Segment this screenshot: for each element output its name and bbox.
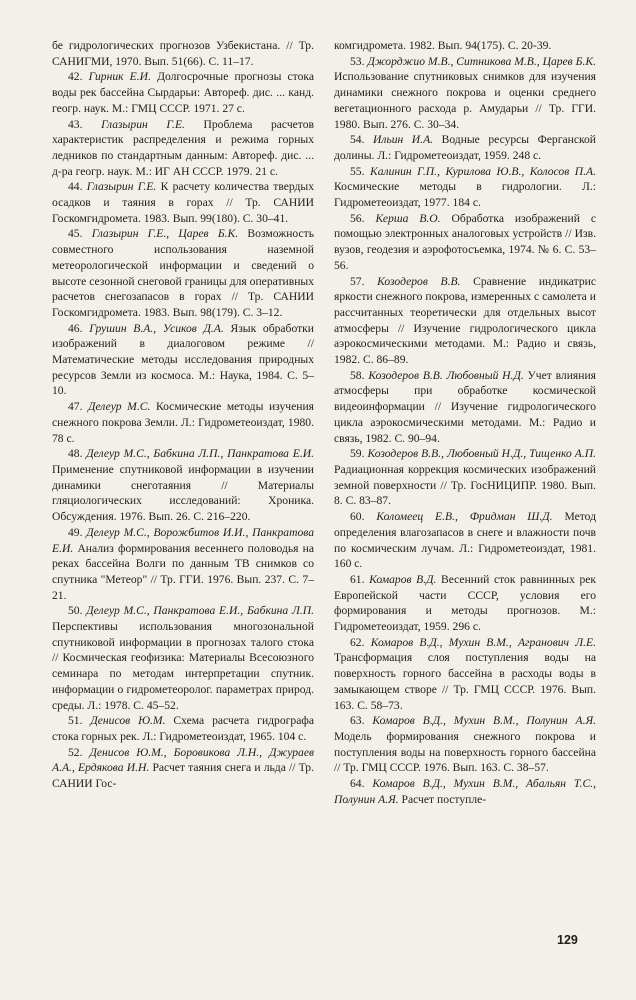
reference-text: Проблема расчетов характеристик распределения и режима горных ледников по стандартным данным: Автореф. дис. ... д-ра геогр. наук. М.: ИГ АН СССР. 1979. 21 с. <box>52 117 314 178</box>
reference-entry <box>334 211 596 274</box>
reference-number: 45. <box>68 227 83 241</box>
reference-number: 44. <box>68 180 83 194</box>
reference-entry <box>334 132 596 163</box>
page-number: 129 <box>557 933 578 947</box>
reference-text: Весенний сток равнинных рек Европейской части СССР, условия его формирования и методы прогнозов. М.: Гидрометеоиздат, 1959. 296 с. <box>334 572 597 634</box>
reference-entry <box>52 69 314 116</box>
reference-entry <box>52 38 314 69</box>
reference-authors: Глазырин Г.Е., Царев Б.К. <box>91 227 239 241</box>
reference-text: Учет влияния атмосферы при обработке космической видеоинформации // Изучение гидрологического цикла аэрокосмическими методами. М.: Радио и связь, 1982. С. 90–94. <box>334 368 596 445</box>
reference-entry <box>52 399 314 446</box>
reference-authors: Комаров В.Д., Мухин В.М., Агранович Л.Е. <box>370 635 596 649</box>
reference-number: 58. <box>350 368 365 382</box>
reference-authors: Комаров В.Д. <box>369 572 437 586</box>
reference-authors: Калинин Г.П., Курилова Ю.В., Колосов П.А. <box>370 164 596 178</box>
reference-text: Анализ формирования весеннего половодья на реках бассейна Волги по данным ТВ снимков со спутника "Метеор" // Тр. ГГИ. 1976. Вып. 237. С. 7–21. <box>52 541 314 602</box>
reference-text: Расчет таяния снега и льда // Тр. САНИИ Гос- <box>52 761 314 791</box>
reference-number: 43. <box>68 117 83 131</box>
reference-text: К расчету количества твердых осадков и таяния в горах // Тр. САНИИ Госкомгидромета. 1983. Вып. 99(180). С. 30–41. <box>52 180 315 225</box>
reference-text: Долгосрочные прогнозы стока воды рек бассейна Сырдарьи: Автореф. дис. ... канд. геогр. наук. М.: ГМЦ СССР. 1971. 27 с. <box>52 70 314 115</box>
reference-number: 50. <box>68 604 83 618</box>
reference-entry <box>52 446 314 525</box>
reference-entry <box>52 745 314 792</box>
reference-number: 53. <box>350 54 365 68</box>
left-column <box>52 38 314 792</box>
reference-number: 62. <box>350 635 365 649</box>
reference-entry <box>334 368 596 447</box>
reference-text: Космические методы изучения снежного покрова Земли. Л.: Гидрометеоиздат, 1980. 78 с. <box>52 400 314 445</box>
reference-number: 55. <box>350 164 365 178</box>
reference-entry <box>52 525 314 604</box>
reference-authors: Коломеец Е.В., Фридман Ш.Д. <box>376 510 553 524</box>
reference-text: Сравнение индикатрис яркости снежного покрова, измеренных с самолета и рассчитанных теоретически для отдельных высот атмосферы // Изучение гидрологического цикла аэрокосмическими методами. М.: Радио и связь, 1982. С. 86–89. <box>334 274 596 367</box>
reference-entry <box>52 713 314 744</box>
reference-authors: Делеур М.С., Бабкина Л.П., Панкратова Е.И. <box>86 447 314 461</box>
reference-authors: Козодеров В.В. <box>377 274 461 288</box>
reference-number: 60. <box>350 510 365 524</box>
reference-text: Перспективы использования многозональной спутниковой информации в прогнозах талого стока // Космическая геофизика: Материалы Всесоюзного семинара по методам интерпретации спутник. информации о гидрометеоролог. параметрах природ. среды. Л.: 1978. С. 45–52. <box>52 620 314 712</box>
reference-authors: Денисов Ю.М., Боровикова Л.Н., Джураев А.А., Ердякова И.Н. <box>52 745 314 775</box>
reference-authors: Комаров В.Д., Мухин В.М., Абальян Т.С., Полунин А.Я. <box>334 777 596 806</box>
reference-authors: Козодеров В.В. Любовный Н.Д. <box>368 368 524 382</box>
reference-text: Трансформация слоя поступления воды на поверхность горного бассейна в расходы воды в замыкающем створе // Тр. ГМЦ СССР. 1976. Вып. 163. С. 58–73. <box>334 651 596 712</box>
reference-entry <box>52 603 314 713</box>
reference-entry <box>52 321 314 400</box>
reference-number: 51. <box>68 714 83 728</box>
reference-text: Возможность совместного использования наземной метеорологической информации и сведений о высоте сезонной снеговой границы для оперативных расчетов снегозапасов в горах // Тр. САНИИ Госкомгидромета. 1983. Вып. 98(179). С. 3–12. <box>52 227 314 319</box>
reference-authors: Делеур М.С., Ворожбитов И.И., Панкратова Е.И. <box>52 525 314 555</box>
reference-authors: Козодеров В.В., Любовный Н.Д., Тищенко А.П. <box>367 447 596 461</box>
reference-number: 49. <box>68 525 83 539</box>
reference-entry <box>334 274 596 368</box>
reference-entry <box>334 509 596 572</box>
reference-number: 47. <box>68 400 83 414</box>
reference-text: Космические методы в гидрологии. Л.: Гидрометеоиздат, 1977. 184 с. <box>334 180 596 210</box>
reference-text: Модель формирования снежного покрова и поступления воды на поверхность горного бассейна // Тр. ГМЦ СССР. 1976. Вып. 163. С. 38–57. <box>334 729 596 775</box>
reference-text: Обработка изображений с помощью электронных аналоговых устройств // Изв. вузов, геодезия и аэрофотосъемка, 1974. № 6. С. 53–56. <box>334 211 596 272</box>
reference-entry <box>334 446 596 509</box>
reference-authors: Делеур М.С., Панкратова Е.И., Бабкина Л.П. <box>86 604 314 618</box>
reference-number: 52. <box>68 745 83 759</box>
reference-entry <box>52 117 314 180</box>
reference-authors: Ильин И.А. <box>373 133 434 147</box>
reference-authors: Джорджио М.В., Ситникова М.В., Царев Б.К. <box>367 54 596 68</box>
reference-authors: Гирник Е.И. <box>88 70 151 84</box>
reference-text: Расчет поступле- <box>401 792 487 806</box>
reference-entry <box>334 713 596 776</box>
reference-authors: Денисов Ю.М. <box>90 714 166 728</box>
reference-entry <box>334 776 596 807</box>
reference-entry <box>334 635 596 714</box>
right-column <box>334 38 596 807</box>
reference-number: 46. <box>68 321 83 335</box>
reference-entry <box>334 572 596 635</box>
reference-entry <box>334 38 596 54</box>
reference-number: 56. <box>350 211 365 225</box>
reference-authors: Делеур М.С. <box>88 400 151 414</box>
reference-entry <box>334 164 596 211</box>
reference-text: бе гидрологических прогнозов Узбекистана. // Тр. САНИГМИ, 1970. Вып. 51(66). С. 11–17. <box>52 39 314 68</box>
reference-text: Язык обработки изображений в диалоговом режиме // Математические методы исследования природных ресурсов Земли из космоса. М.: Наука, 1984. С. 5–10. <box>52 321 314 398</box>
reference-entry <box>52 226 314 320</box>
reference-number: 59. <box>350 447 365 461</box>
reference-authors: Глазырин Г.Е. <box>86 180 157 194</box>
reference-authors: Комаров В.Д., Мухин В.М., Полунин А.Я. <box>372 714 596 728</box>
reference-number: 54. <box>350 133 365 147</box>
reference-text: комгидромета. 1982. Вып. 94(175). С. 20-39. <box>334 39 552 52</box>
reference-text: Схема расчета гидрографа стока горных рек. Л.: Гидрометеоиздат, 1965. 104 с. <box>52 714 314 743</box>
reference-entry <box>52 179 314 226</box>
reference-authors: Грушин В.А., Усиков Д.А. <box>89 321 224 335</box>
reference-text: Радиационная коррекция космических изображений земной поверхности // Тр. ГосНИЦИПР. 1980. Вып. 8. С. 83–87. <box>334 462 596 508</box>
reference-number: 57. <box>350 274 365 288</box>
reference-number: 63. <box>350 714 365 728</box>
reference-text: Метод определения влагозапасов в снеге и влажности почв по космическим лучам. Л.: Гидрометеоиздат, 1981. 160 с. <box>334 510 597 571</box>
reference-number: 61. <box>350 572 365 586</box>
reference-entry <box>334 54 596 133</box>
reference-authors: Глазырин Г.Е. <box>101 117 185 131</box>
reference-number: 48. <box>68 447 83 461</box>
reference-text: Использование спутниковых снимков для изучения динамики снежного покрова и оценки среднего вегетационного расхода р. Амударьи // Тр. ГГИ. 1980. Вып. 276. С. 30–34. <box>334 70 596 131</box>
reference-text: Применение спутниковой информации в изучении динамики снеготаяния // Материалы гляциологических исследований: Хроника. Обсуждения. 1976. Вып. 26. С. 216–220. <box>52 462 314 524</box>
reference-authors: Керша В.О. <box>375 211 441 225</box>
reference-number: 64. <box>350 777 365 791</box>
reference-number: 42. <box>68 70 83 84</box>
reference-text: Водные ресурсы Ферганской долины. Л.: Гидрометеоиздат, 1959. 248 с. <box>334 133 597 162</box>
